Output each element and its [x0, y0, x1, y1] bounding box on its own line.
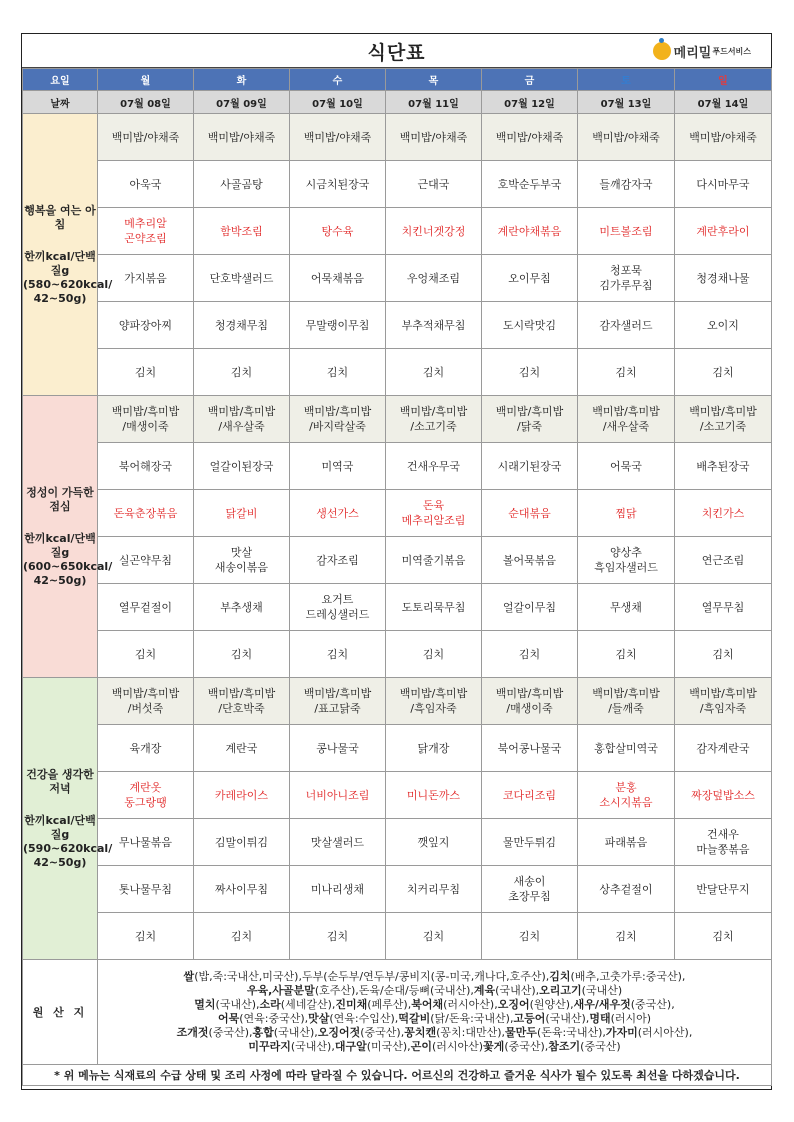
meal-label	[23, 678, 113, 960]
menu-item: 김치	[386, 349, 482, 396]
menu-row	[23, 255, 772, 302]
origin-text	[98, 960, 772, 1065]
meal-name: 행복을 여는 아침	[24, 203, 96, 231]
origin-item: 대구알	[334, 1040, 367, 1053]
origin-item: 김치	[549, 970, 571, 983]
day-cell: 일	[675, 69, 772, 91]
menu-item: 건새우무국	[386, 443, 482, 490]
date-label: 날짜	[23, 91, 98, 114]
menu-item: 짜사이무침	[194, 866, 290, 913]
origin-source: (연육:중국산),	[239, 1012, 309, 1025]
menu-item: 미나리생채	[290, 866, 386, 913]
origin-source: (페루산),	[367, 998, 412, 1011]
origin-source: (러시아산)	[431, 1040, 484, 1053]
day-label: 요일	[23, 69, 98, 91]
menu-row	[23, 725, 772, 772]
menu-item: 오이무침	[482, 255, 578, 302]
menu-item: 김치	[194, 913, 290, 960]
menu-item: 계란야채볶음	[482, 208, 578, 255]
menu-item: 김치	[194, 631, 290, 678]
menu-row	[23, 584, 772, 631]
origin-item: 북어채	[411, 998, 444, 1011]
menu-item: 김치	[482, 349, 578, 396]
menu-row	[23, 396, 772, 443]
menu-item: 감자조림	[290, 537, 386, 584]
menu-item: 백미밥/흑미밥 /소고기죽	[675, 396, 772, 443]
origin-item: 오리고기	[539, 984, 582, 997]
date-cell: 07월 08일	[98, 91, 194, 114]
menu-item: 맛살 새송이볶음	[194, 537, 290, 584]
menu-item: 분홍 소시지볶음	[578, 772, 675, 819]
meal-kcal-range: (600~650kcal/ 42~50g)	[23, 559, 113, 587]
menu-item: 홍합살미역국	[578, 725, 675, 772]
menu-item: 김치	[675, 349, 772, 396]
menu-item: 김치	[98, 631, 194, 678]
menu-item: 백미밥/야채죽	[194, 114, 290, 161]
menu-item: 백미밥/야채죽	[482, 114, 578, 161]
day-header-row	[23, 69, 772, 91]
origin-source: (중국산),	[360, 1026, 405, 1039]
origin-line	[98, 984, 771, 998]
day-cell: 수	[290, 69, 386, 91]
menu-item: 너비아니조림	[290, 772, 386, 819]
menu-item: 계란국	[194, 725, 290, 772]
meal-label	[23, 114, 113, 396]
menu-row	[23, 349, 772, 396]
menu-item: 백미밥/야채죽	[675, 114, 772, 161]
menu-item: 백미밥/흑미밥 /새우살죽	[578, 396, 675, 443]
menu-item: 시금치된장국	[290, 161, 386, 208]
menu-item: 김치	[482, 913, 578, 960]
origin-item: 맛살	[308, 1012, 330, 1025]
menu-item: 김치	[578, 913, 675, 960]
origin-source: (연육:수입산),	[329, 1012, 399, 1025]
origin-item: 진미채	[335, 998, 368, 1011]
menu-item: 미역줄기볶음	[386, 537, 482, 584]
menu-table	[22, 68, 772, 1086]
menu-item: 찜닭	[578, 490, 675, 537]
menu-item: 김치	[675, 631, 772, 678]
origin-source: (배추,고춧가루:중국산),	[570, 970, 686, 983]
origin-row	[23, 960, 772, 1065]
date-cell: 07월 13일	[578, 91, 675, 114]
menu-item: 김치	[675, 913, 772, 960]
footer-row	[23, 1065, 772, 1086]
day-cell: 월	[98, 69, 194, 91]
menu-item: 백미밥/야채죽	[386, 114, 482, 161]
menu-item: 오이지	[675, 302, 772, 349]
menu-row	[23, 302, 772, 349]
meal-kcal-range: (580~620kcal/ 42~50g)	[23, 277, 113, 305]
menu-item: 김치	[482, 631, 578, 678]
menu-item: 백미밥/흑미밥 /흑임자죽	[675, 678, 772, 725]
origin-item: 꽁치캔	[404, 1026, 437, 1039]
menu-item: 미니돈까스	[386, 772, 482, 819]
menu-item: 미역국	[290, 443, 386, 490]
origin-source: (국내산),	[545, 1012, 590, 1025]
origin-item: 물만두	[505, 1026, 537, 1039]
menu-item: 시래기된장국	[482, 443, 578, 490]
brand-logo	[653, 39, 751, 63]
menu-row	[23, 208, 772, 255]
origin-source: (닭/돈육:국내산),	[430, 1012, 514, 1025]
menu-item: 백미밥/흑미밥 /버섯죽	[98, 678, 194, 725]
brand-name: 메리밀	[673, 45, 712, 61]
menu-item: 물만두튀김	[482, 819, 578, 866]
date-cell: 07월 09일	[194, 91, 290, 114]
menu-item: 닭개장	[386, 725, 482, 772]
menu-item: 어묵채볶음	[290, 255, 386, 302]
origin-item: 떡갈비	[398, 1012, 431, 1025]
origin-source: (돈육:국내산),	[536, 1026, 606, 1039]
menu-item: 아욱국	[98, 161, 194, 208]
menu-item: 맛살샐러드	[290, 819, 386, 866]
menu-row	[23, 913, 772, 960]
menu-item: 김치	[98, 349, 194, 396]
origin-source: 두부(순두부/연두부/콩비지(콩-미국,캐나다,호주산),	[301, 970, 550, 983]
menu-item: 우엉채조림	[386, 255, 482, 302]
menu-item: 계란후라이	[675, 208, 772, 255]
origin-item: 새우/새우젓	[573, 998, 631, 1011]
menu-item: 백미밥/흑미밥 /소고기죽	[386, 396, 482, 443]
menu-row	[23, 678, 772, 725]
origin-source: (중국산),	[504, 1040, 549, 1053]
menu-item: 북어해장국	[98, 443, 194, 490]
menu-item: 양파장아찌	[98, 302, 194, 349]
menu-item: 백미밥/흑미밥 /매생이죽	[98, 396, 194, 443]
menu-item: 코다리조림	[482, 772, 578, 819]
origin-source: (국내산),	[495, 984, 540, 997]
menu-row	[23, 772, 772, 819]
menu-item: 김치	[386, 913, 482, 960]
menu-sheet	[21, 33, 772, 1090]
menu-item: 부추적채무침	[386, 302, 482, 349]
menu-item: 청경채무침	[194, 302, 290, 349]
menu-item: 가지볶음	[98, 255, 194, 302]
menu-item: 백미밥/야채죽	[578, 114, 675, 161]
menu-item: 치킨가스	[675, 490, 772, 537]
menu-item: 양상추 흑임자샐러드	[578, 537, 675, 584]
menu-row	[23, 443, 772, 490]
origin-source: (원양산),	[529, 998, 574, 1011]
origin-item: 홍합	[252, 1026, 274, 1039]
menu-item: 백미밥/흑미밥 /표고닭죽	[290, 678, 386, 725]
menu-item: 반달단무지	[675, 866, 772, 913]
menu-item: 치킨너겟강정	[386, 208, 482, 255]
menu-item: 톳나물무침	[98, 866, 194, 913]
menu-item: 메추리알 곤약조림	[98, 208, 194, 255]
menu-item: 백미밥/흑미밥 /흑임자죽	[386, 678, 482, 725]
menu-item: 함박조림	[194, 208, 290, 255]
menu-item: 들깨감자국	[578, 161, 675, 208]
footer-note: * 위 메뉴는 식재료의 수급 상태 및 조리 사정에 따라 달라질 수 있습니다. 어르신의 건강하고 즐거운 식사가 될수 있도록 최선을 다하겠습니다.	[23, 1065, 772, 1086]
origin-item: 고등어	[513, 1012, 546, 1025]
meal-kcal-label: 한끼kcal/단백질g	[24, 531, 96, 559]
meal-name: 건강을 생각한 저녁	[26, 767, 94, 795]
menu-item: 근대국	[386, 161, 482, 208]
menu-item: 실곤약무침	[98, 537, 194, 584]
menu-item: 닭갈비	[194, 490, 290, 537]
menu-item: 김치	[98, 913, 194, 960]
origin-item: 가자미	[605, 1026, 638, 1039]
date-cell: 07월 11일	[386, 91, 482, 114]
menu-item: 무나물볶음	[98, 819, 194, 866]
origin-item: 어묵	[217, 1012, 240, 1025]
menu-item: 청경채나물	[675, 255, 772, 302]
origin-source: (밥,죽:국내산,미국산),	[194, 970, 302, 983]
menu-item: 백미밥/흑미밥 /닭죽	[482, 396, 578, 443]
menu-item: 김치	[290, 913, 386, 960]
origin-line	[98, 1026, 771, 1040]
menu-item: 얼갈이무침	[482, 584, 578, 631]
page-title: 식단표	[367, 42, 426, 64]
origin-label: 원 산 지	[23, 960, 98, 1065]
menu-item: 생선가스	[290, 490, 386, 537]
menu-item: 사골곰탕	[194, 161, 290, 208]
origin-item: 명태	[589, 1012, 611, 1025]
title-row	[22, 34, 771, 68]
date-cell: 07월 14일	[675, 91, 772, 114]
origin-source: (미국산),	[366, 1040, 411, 1053]
origin-item: 멸치	[194, 998, 216, 1011]
origin-source: (꽁치:대만산),	[436, 1026, 506, 1039]
menu-row	[23, 161, 772, 208]
menu-item: 백미밥/흑미밥 /들깨죽	[578, 678, 675, 725]
menu-item: 북어콩나물국	[482, 725, 578, 772]
origin-source: (러시아)	[610, 1012, 652, 1025]
menu-item: 다시마무국	[675, 161, 772, 208]
menu-item: 도시락맛김	[482, 302, 578, 349]
menu-item: 백미밥/흑미밥 /단호박죽	[194, 678, 290, 725]
menu-item: 볼어묵볶음	[482, 537, 578, 584]
menu-item: 호박순두부국	[482, 161, 578, 208]
origin-line	[98, 1040, 771, 1054]
origin-source: (세네갈산),	[280, 998, 336, 1011]
menu-item: 김치	[578, 349, 675, 396]
meal-kcal-range: (590~620kcal/ 42~50g)	[23, 841, 113, 869]
menu-item: 어묵국	[578, 443, 675, 490]
origin-source: (국내산),	[290, 1040, 335, 1053]
menu-item: 단호박샐러드	[194, 255, 290, 302]
menu-item: 짜장덮밥소스	[675, 772, 772, 819]
menu-row	[23, 537, 772, 584]
menu-item: 김치	[578, 631, 675, 678]
menu-item: 무생채	[578, 584, 675, 631]
origin-item: 참조기	[548, 1040, 581, 1053]
meal-kcal-label: 한끼kcal/단백질g	[24, 813, 96, 841]
menu-item: 열무겉절이	[98, 584, 194, 631]
menu-item: 김치	[386, 631, 482, 678]
origin-source: (러시아산),	[443, 998, 498, 1011]
meal-kcal-label: 한끼kcal/단백질g	[24, 249, 96, 277]
menu-item: 부추생채	[194, 584, 290, 631]
date-cell: 07월 10일	[290, 91, 386, 114]
origin-item: 오징어	[497, 998, 530, 1011]
menu-item: 김말이튀김	[194, 819, 290, 866]
menu-item: 김치	[290, 631, 386, 678]
menu-item: 백미밥/야채죽	[290, 114, 386, 161]
menu-item: 치커리무침	[386, 866, 482, 913]
date-cell: 07월 12일	[482, 91, 578, 114]
origin-item: 오징어젓	[317, 1026, 361, 1039]
origin-item: 곤이	[410, 1040, 432, 1053]
menu-row	[23, 819, 772, 866]
brand-sub: 푸드서비스	[712, 46, 751, 56]
origin-source: (러시아산),	[637, 1026, 693, 1039]
menu-item: 새송이 초장무침	[482, 866, 578, 913]
origin-source: (국내산),	[273, 1026, 318, 1039]
menu-item: 백미밥/흑미밥 /바지락살죽	[290, 396, 386, 443]
menu-item: 계란옷 동그랑땡	[98, 772, 194, 819]
menu-item: 카레라이스	[194, 772, 290, 819]
day-cell: 목	[386, 69, 482, 91]
meal-label	[23, 396, 113, 678]
day-cell: 금	[482, 69, 578, 91]
origin-source: (국내산),	[215, 998, 260, 1011]
date-header-row	[23, 91, 772, 114]
origin-item: 우육,사골분말	[246, 984, 315, 997]
menu-item: 청포묵 김가루무침	[578, 255, 675, 302]
menu-item: 육개장	[98, 725, 194, 772]
origin-source: 돈육/순대/등뼈(국내산),	[358, 984, 474, 997]
menu-item: 돈육춘장볶음	[98, 490, 194, 537]
menu-item: 미트볼조림	[578, 208, 675, 255]
sunflower-icon	[653, 42, 671, 60]
meal-name: 정성이 가득한 점심	[26, 485, 94, 513]
menu-row	[23, 490, 772, 537]
menu-item: 건새우 마늘쫑볶음	[675, 819, 772, 866]
origin-source: (호주산),	[314, 984, 359, 997]
menu-item: 백미밥/야채죽	[98, 114, 194, 161]
menu-item: 열무무침	[675, 584, 772, 631]
origin-item: 계육	[473, 984, 496, 997]
origin-line	[98, 998, 771, 1012]
origin-source: (중국산),	[630, 998, 675, 1011]
menu-item: 탕수육	[290, 208, 386, 255]
menu-item: 김치	[194, 349, 290, 396]
menu-item: 콩나물국	[290, 725, 386, 772]
menu-item: 백미밥/흑미밥 /매생이죽	[482, 678, 578, 725]
origin-item: 쌀	[183, 970, 195, 983]
day-cell: 화	[194, 69, 290, 91]
origin-source: (국내산)	[581, 984, 623, 997]
origin-source: (중국산),	[208, 1026, 253, 1039]
menu-item: 무말랭이무침	[290, 302, 386, 349]
origin-item: 꽃게	[483, 1040, 505, 1053]
menu-row	[23, 631, 772, 678]
menu-item: 도토리묵무침	[386, 584, 482, 631]
origin-item: 소라	[259, 998, 281, 1011]
menu-item: 요거트 드레싱샐러드	[290, 584, 386, 631]
menu-item: 김치	[290, 349, 386, 396]
menu-item: 순대볶음	[482, 490, 578, 537]
menu-item: 돈육 메추리알조림	[386, 490, 482, 537]
menu-row	[23, 114, 772, 161]
origin-source: (중국산)	[580, 1040, 621, 1053]
menu-item: 얼갈이된장국	[194, 443, 290, 490]
origin-item: 미꾸라지	[248, 1040, 291, 1053]
menu-row	[23, 866, 772, 913]
menu-item: 파래볶음	[578, 819, 675, 866]
origin-line	[98, 1012, 771, 1026]
origin-item: 조개젓	[176, 1026, 209, 1039]
menu-item: 감자샐러드	[578, 302, 675, 349]
day-cell: 토	[578, 69, 675, 91]
menu-item: 상추겉절이	[578, 866, 675, 913]
menu-item: 연근조림	[675, 537, 772, 584]
menu-item: 깻잎지	[386, 819, 482, 866]
origin-line	[98, 970, 771, 984]
menu-item: 감자계란국	[675, 725, 772, 772]
menu-item: 배추된장국	[675, 443, 772, 490]
menu-item: 백미밥/흑미밥 /새우살죽	[194, 396, 290, 443]
